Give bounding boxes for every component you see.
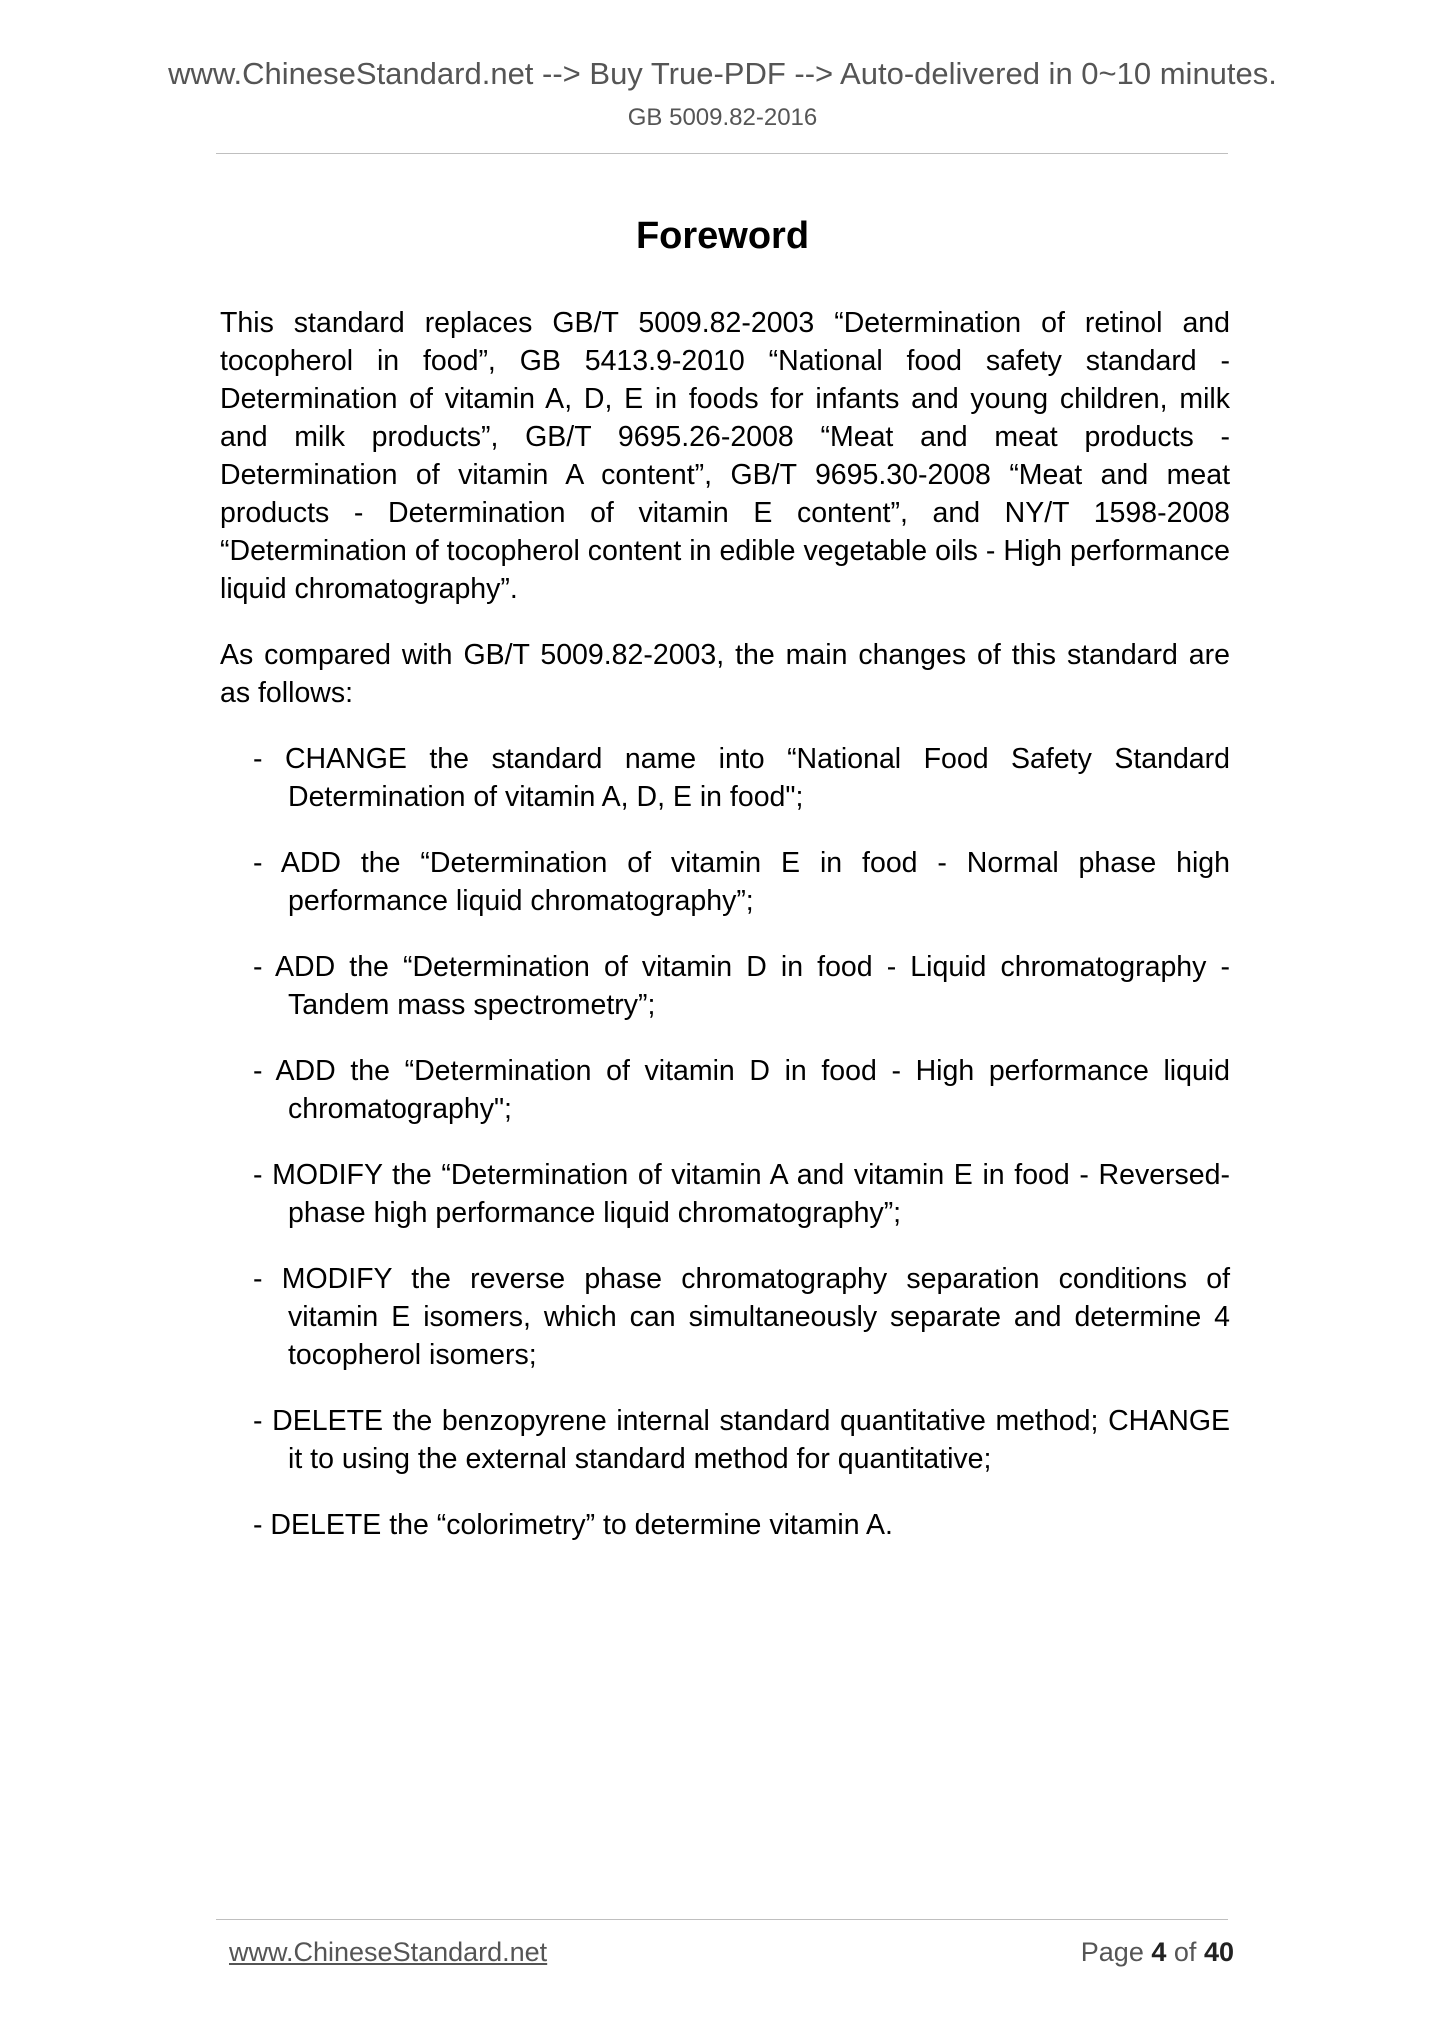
change-item: - MODIFY the “Determination of vitamin A and vitamin E in food - Reversed-phase high performance liquid chromatography”; bbox=[253, 1159, 1230, 1229]
header-divider bbox=[216, 153, 1228, 154]
intro-paragraph: This standard replaces GB/T 5009.82-2003 “Determination of retinol and tocopherol in food”, GB 5413.9-2010 “National food safety standard - Determination of vitamin A, D, E in foods for infants and young children, milk and milk products”, GB/T 9695.26-2008 “Meat and meat products - Determination of vitamin A content”, GB/T 9695.30-2008 “Meat and meat products - Determination of vitamin E content”, and NY/T 1598-2008 “Determination of tocopherol content in edible vegetable oils - High performance liquid chromatography”. bbox=[220, 307, 1230, 605]
total-pages: 40 bbox=[1203, 1937, 1234, 1967]
change-item: - ADD the “Determination of vitamin D in food - High performance liquid chromatography"; bbox=[253, 1055, 1230, 1125]
change-item: - DELETE the benzopyrene internal standard quantitative method; CHANGE it to using the external standard method for quantitative; bbox=[253, 1405, 1230, 1475]
document-id: GB 5009.82-2016 bbox=[627, 104, 818, 131]
change-item: - CHANGE the standard name into “National Food Safety Standard Determination of vitamin A, D, E in food"; bbox=[253, 743, 1230, 813]
page-title: Foreword bbox=[635, 215, 810, 257]
document-body bbox=[220, 304, 1230, 1572]
page-label: Page bbox=[1080, 1937, 1144, 1967]
current-page: 4 bbox=[1151, 1937, 1167, 1967]
change-item: - ADD the “Determination of vitamin E in food - Normal phase high performance liquid chromatography”; bbox=[253, 847, 1230, 917]
page-number bbox=[1081, 1937, 1234, 1968]
top-banner[interactable]: www.ChineseStandard.net --> Buy True-PDF --> Auto-delivered in 0~10 minutes. bbox=[168, 56, 1277, 91]
change-item: - MODIFY the reverse phase chromatography separation conditions of vitamin E isomers, which can simultaneously separate and determine 4 tocopherol isomers; bbox=[253, 1263, 1230, 1371]
page-of-label: of bbox=[1173, 1937, 1197, 1967]
changes-list bbox=[220, 740, 1230, 1544]
footer-divider bbox=[216, 1919, 1228, 1920]
changes-intro-paragraph: As compared with GB/T 5009.82-2003, the main changes of this standard are as follows: bbox=[220, 639, 1230, 709]
footer-website-link[interactable]: www.ChineseStandard.net bbox=[229, 1937, 548, 1967]
change-item: - ADD the “Determination of vitamin D in food - Liquid chromatography - Tandem mass spectrometry”; bbox=[253, 951, 1230, 1021]
change-item: - DELETE the “colorimetry” to determine vitamin A. bbox=[253, 1509, 893, 1541]
